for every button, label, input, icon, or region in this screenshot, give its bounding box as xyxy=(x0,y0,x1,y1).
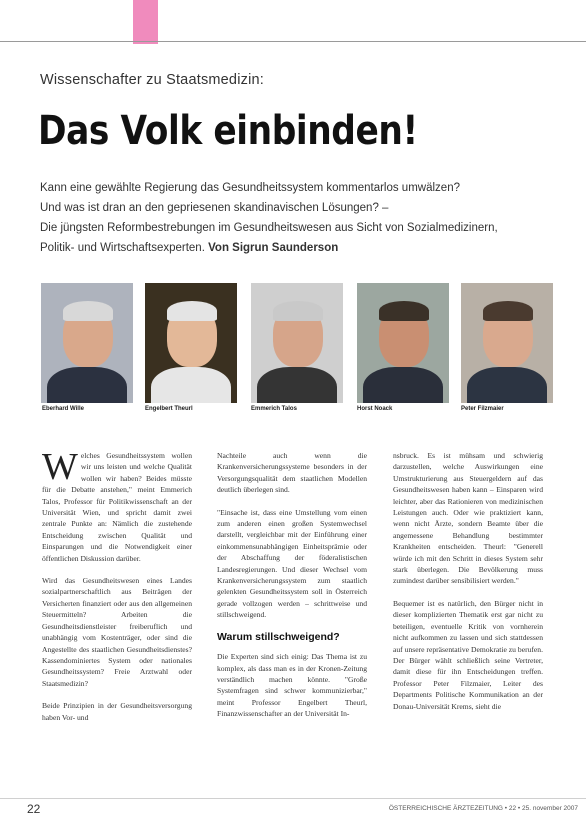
portrait-photo-wille xyxy=(41,283,133,403)
shirt-shape xyxy=(151,367,231,403)
hair-shape xyxy=(379,301,429,321)
body-paragraph: nsbruck. Es ist mühsam und schwierig darzustellen, welche Auswirkungen eine Umstrukturierung aus Steuergeldern auf das Gesundheitswesen haben kann – Einsparen wird leichter, aber das Rationieren von medizinischen Leistungen auch. Oder wie praktiziert kann, wenn nicht Ärzte, sondern Beamte über die angemessene Behandlung bestimmter Krankheiten entscheiden. Theurl: "Generell würde ich mit den Schritt in dieses System sehr stark überlegen. Die Bevölkerung muss zumindest darüber sensibilisiert werden." xyxy=(393,451,543,586)
footer-rule xyxy=(0,798,586,799)
body-paragraph: Bequemer ist es natürlich, den Bürger nicht in dieser komplizierten Thematik erst gar nicht zu beteiligen, eventuelle Kritik von vornherein nicht aufkommen zu lassen und sich stattdessen auf unsere repräsentative Demokratie zu berufen. Der Bürger wählt schließlich seine Vertreter, damit diese für ihn Entscheidungen treffen. Professor Peter Filzmaier, Leiter des Departments Politische Kommunikation an der Donau-Universität Krems, sieht die xyxy=(393,598,543,711)
portrait-photo-talos xyxy=(251,283,343,403)
journal-footer: ÖSTERREICHISCHE ÄRZTEZEITUNG • 22 • 25. november 2007 xyxy=(388,805,578,812)
hair-shape xyxy=(483,301,533,321)
body-paragraph: Wird das Gesundheitswesen eines Landes sozialpartnerschaftlich aus Beiträgen der Versicherten finanziert oder aus den allgemeinen Steuermitteln? Arbeiten die Gesundheitsdienstleister freiberuflich und unabhängig vom Kostenträger, oder sind die Angestellte des staatlichen Gesundheitsdienstes? Kassendominiertes System oder nationales Gesundheitssystem? Freie Arztwahl oder Staatsmedizin? xyxy=(42,576,192,688)
hair-shape xyxy=(273,301,323,321)
header-rule xyxy=(0,41,586,42)
caption-theurl: Engelbert Theurl xyxy=(145,406,193,412)
body-paragraph: Nachteile auch wenn die Krankenversicherungssysteme besonders in der Versorgungsqualität dem staatlichen Modellen deutlich überlegen sind. xyxy=(217,451,367,495)
lead-paragraph xyxy=(40,178,560,258)
caption-noack: Horst Noack xyxy=(357,406,393,412)
lead-line-3: Die jüngsten Reformbestrebungen im Gesundheitswesen aus Sicht von Sozialmedizinern, xyxy=(40,222,498,234)
hair-shape xyxy=(63,301,113,321)
paragraph-text: elches Gesundheitssystem wollen wir uns leisten und welche Qualität wollen wir haben? Beides müsste für die Debatte anstehen," meint Emmerich Talos, Professor für Politikwissenschaft an der Universität Wien, und spricht damit zwei zentrale Punkte an: Nämlich die zustehende Entscheidung zwischen Qualität und Einsparungen und die Notwendigkeit einer öffentlichen Diskussion darüber. xyxy=(42,451,192,563)
caption-wille: Eberhard Wille xyxy=(42,406,84,412)
lead-line-4-text: Politik- und Wirtschaftsexperten. xyxy=(40,242,205,254)
body-paragraph: Die Experten sind sich einig: Das Thema ist zu komplex, als dass man es in der Kronen-Zeitung verständlich machen könnte. "Große Systemfragen sind schwer kommunizierbar," meint Professor Engelbert Theurl, Finanzwissenschafter an der Universität In- xyxy=(217,652,367,719)
byline: Von Sigrun Saunderson xyxy=(208,242,339,254)
portrait-photo-noack xyxy=(357,283,449,403)
lead-line-4 xyxy=(40,238,560,258)
suit-shape xyxy=(47,367,127,403)
suit-shape xyxy=(363,367,443,403)
page-number: 22 xyxy=(27,802,41,816)
subheading: Warum stillschweigend? xyxy=(217,630,340,643)
body-column-2 xyxy=(217,450,367,731)
suit-shape xyxy=(257,367,337,403)
lead-line-2: Und was ist dran an den gepriesenen skandinavischen Lösungen? – xyxy=(40,202,389,214)
body-paragraph xyxy=(42,446,192,564)
body-paragraph: Beide Prinzipien in der Gesundheitsversorgung haben Vor- und xyxy=(42,701,192,722)
suit-shape xyxy=(467,367,547,403)
body-column-1 xyxy=(42,446,192,734)
caption-filzmaier: Peter Filzmaier xyxy=(461,406,504,412)
portrait-photo-theurl xyxy=(145,283,237,403)
body-column-3 xyxy=(393,450,543,723)
portrait-photo-filzmaier xyxy=(461,283,553,403)
lead-line-1: Kann eine gewählte Regierung das Gesundheitssystem kommentarlos umwälzen? xyxy=(40,182,460,194)
kicker: Wissenschafter zu Staatsmedizin: xyxy=(40,72,264,88)
drop-cap: W xyxy=(42,446,78,488)
pink-sticky-note xyxy=(133,0,158,44)
headline: Das Volk einbinden! xyxy=(38,108,418,154)
caption-talos: Emmerich Talos xyxy=(251,406,297,412)
body-paragraph: "Einsache ist, dass eine Umstellung vom einen zum anderen einen großen Systemwechsel darstellt, vergleichbar mit der Einführung einer einkommensunabhängigen Einheitsprämie oder der Abschaffung der föderalistischen Landesregierungen. Und dieser Wechsel vom Krankenversicherungssystem zum staatlich gelenkten Gesundheitssystem soll in Österreich gerade vollzogen werden – schrittweise und stillschweigend. xyxy=(217,507,367,620)
hair-shape xyxy=(167,301,217,321)
